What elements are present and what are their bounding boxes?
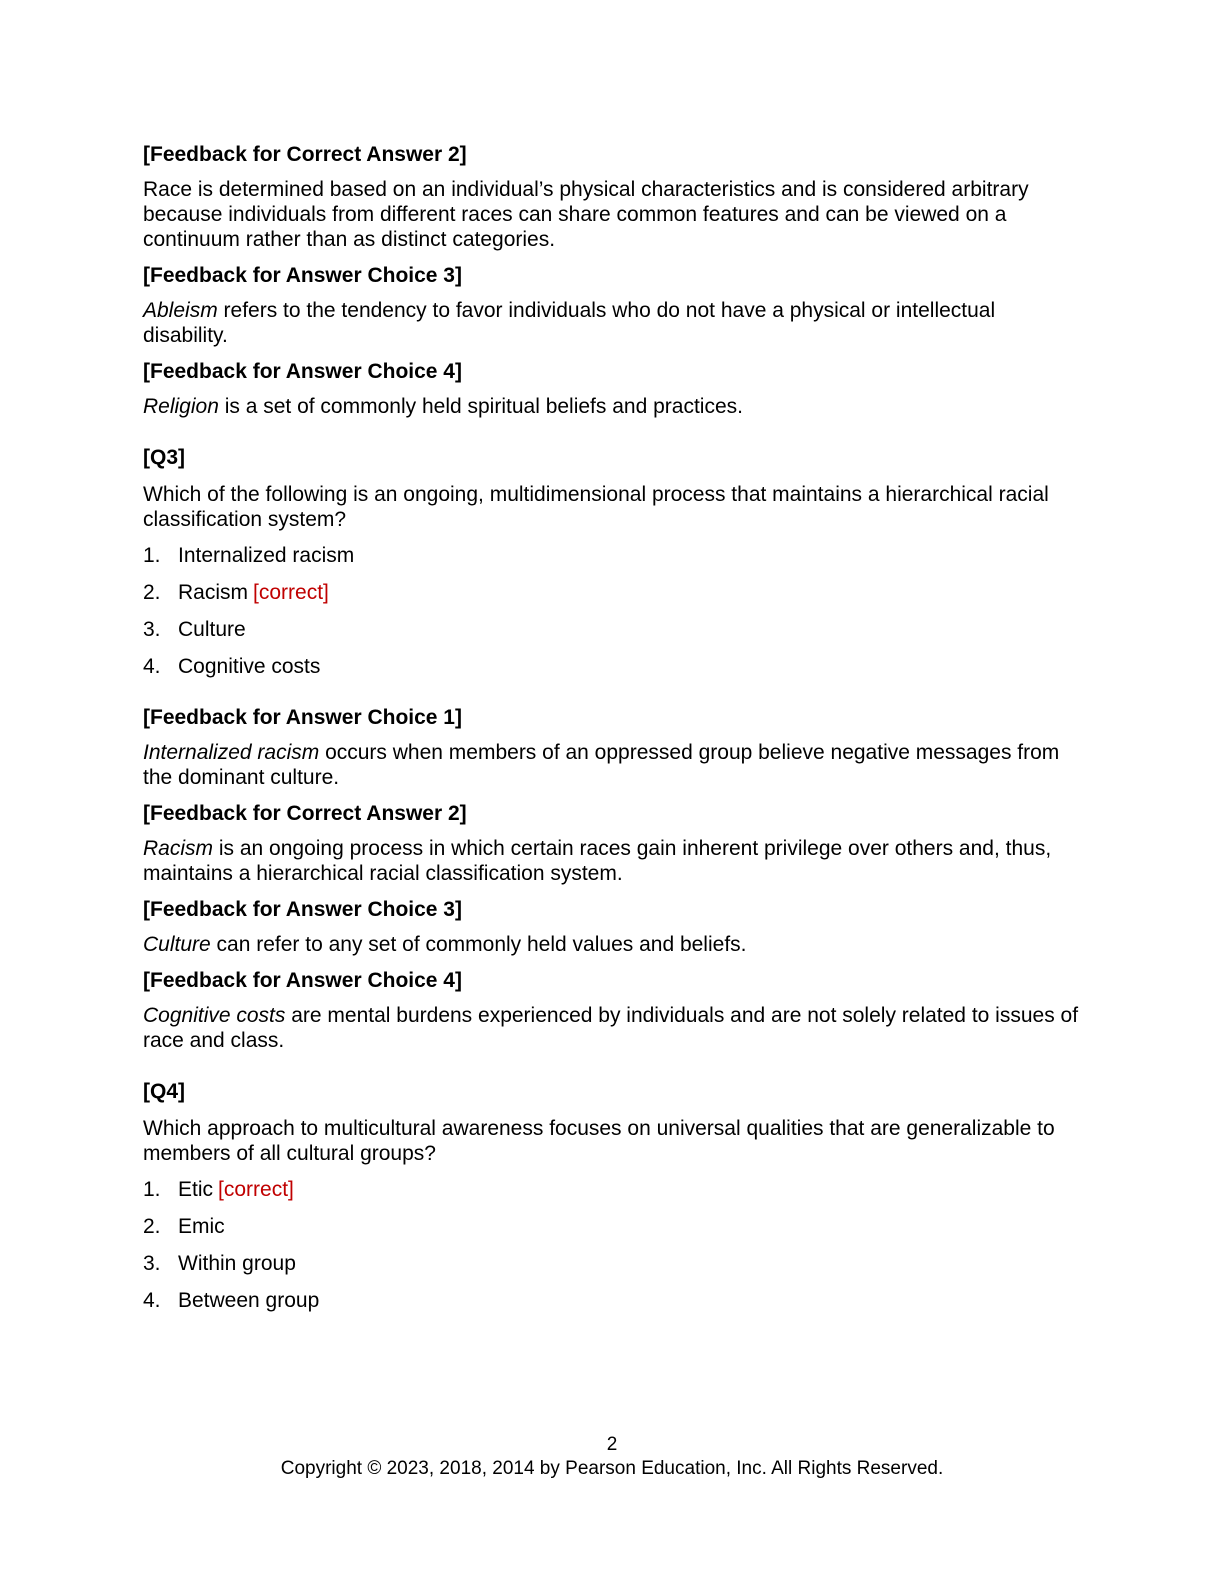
feedback-text [143, 394, 1083, 419]
feedback-text [143, 298, 1083, 348]
choice-number: 1. [143, 544, 161, 567]
feedback-body: is an ongoing process in which certain races gain inherent privilege over others and, thus, maintains a hierarchical racial classification system. [143, 837, 1052, 885]
feedback-body: is a set of commonly held spiritual beliefs and practices. [218, 395, 743, 418]
question-label-q3: [Q3] [143, 446, 185, 469]
choice-number: 4. [143, 655, 161, 678]
feedback-body: occurs when members of an oppressed group believe negative messages from the dominant culture. [143, 741, 1060, 789]
document-body [143, 142, 1083, 1325]
answer-choice [143, 617, 1083, 642]
question-label-q4: [Q4] [143, 1080, 185, 1103]
choice-text: Culture [178, 618, 246, 641]
feedback-term: Religion [143, 395, 219, 418]
answer-choice [143, 1177, 1083, 1202]
answer-choices-q4 [143, 1177, 1083, 1313]
choice-text: Between group [178, 1289, 320, 1312]
page-number: 2 [606, 1434, 618, 1455]
feedback-text [143, 1003, 1083, 1053]
choice-number: 3. [143, 618, 161, 641]
answer-choice [143, 1214, 1083, 1239]
answer-choice [143, 1288, 1083, 1313]
choice-number: 1. [143, 1178, 161, 1201]
question-text-q3: Which of the following is an ongoing, multidimensional process that maintains a hierarchical racial classification system? [143, 483, 1049, 531]
feedback-body: can refer to any set of commonly held values and beliefs. [210, 933, 747, 956]
answer-choice [143, 654, 1083, 679]
choice-text: Emic [178, 1215, 225, 1238]
feedback-heading: [Feedback for Answer Choice 3] [143, 898, 462, 921]
choice-text: Racism [178, 581, 249, 604]
feedback-heading: [Feedback for Answer Choice 3] [143, 264, 462, 287]
feedback-text [143, 932, 1083, 957]
correct-tag: [correct] [253, 581, 329, 604]
answer-choice [143, 1251, 1083, 1276]
feedback-body: are mental burdens experienced by individuals and are not solely related to issues of race and class. [143, 1004, 1079, 1052]
feedback-body: refers to the tendency to favor individuals who do not have a physical or intellectual disability. [143, 299, 996, 347]
feedback-term: Internalized racism [143, 741, 320, 764]
feedback-text [143, 836, 1083, 886]
answer-choices-q3 [143, 543, 1083, 679]
choice-number: 3. [143, 1252, 161, 1275]
answer-choice [143, 580, 1083, 605]
choice-number: 4. [143, 1289, 161, 1312]
correct-tag: [correct] [218, 1178, 294, 1201]
feedback-term: Ableism [143, 299, 218, 322]
feedback-heading: [Feedback for Answer Choice 4] [143, 360, 462, 383]
answer-choice [143, 543, 1083, 568]
copyright-notice: Copyright © 2023, 2018, 2014 by Pearson Education, Inc. All Rights Reserved. [280, 1458, 944, 1479]
feedback-text [143, 740, 1083, 790]
feedback-heading: [Feedback for Answer Choice 1] [143, 706, 462, 729]
feedback-heading: [Feedback for Correct Answer 2] [143, 802, 467, 825]
feedback-text [143, 177, 1083, 252]
choice-text: Cognitive costs [178, 655, 321, 678]
feedback-heading: [Feedback for Answer Choice 4] [143, 969, 462, 992]
choice-text: Within group [178, 1252, 296, 1275]
feedback-term: Cognitive costs [143, 1004, 286, 1027]
feedback-heading: [Feedback for Correct Answer 2] [143, 143, 467, 166]
choice-number: 2. [143, 1215, 161, 1238]
feedback-term: Culture [143, 933, 211, 956]
feedback-body: Race is determined based on an individual’s physical characteristics and is considered arbitrary because individuals from different races can share common features and can be viewed on a continuum rather than as distinct categories. [143, 178, 1029, 251]
question-text-q4: Which approach to multicultural awareness focuses on universal qualities that are generalizable to members of all cultural groups? [143, 1117, 1055, 1165]
choice-text: Internalized racism [178, 544, 355, 567]
feedback-term: Racism [143, 837, 214, 860]
choice-text: Etic [178, 1178, 214, 1201]
choice-number: 2. [143, 581, 161, 604]
